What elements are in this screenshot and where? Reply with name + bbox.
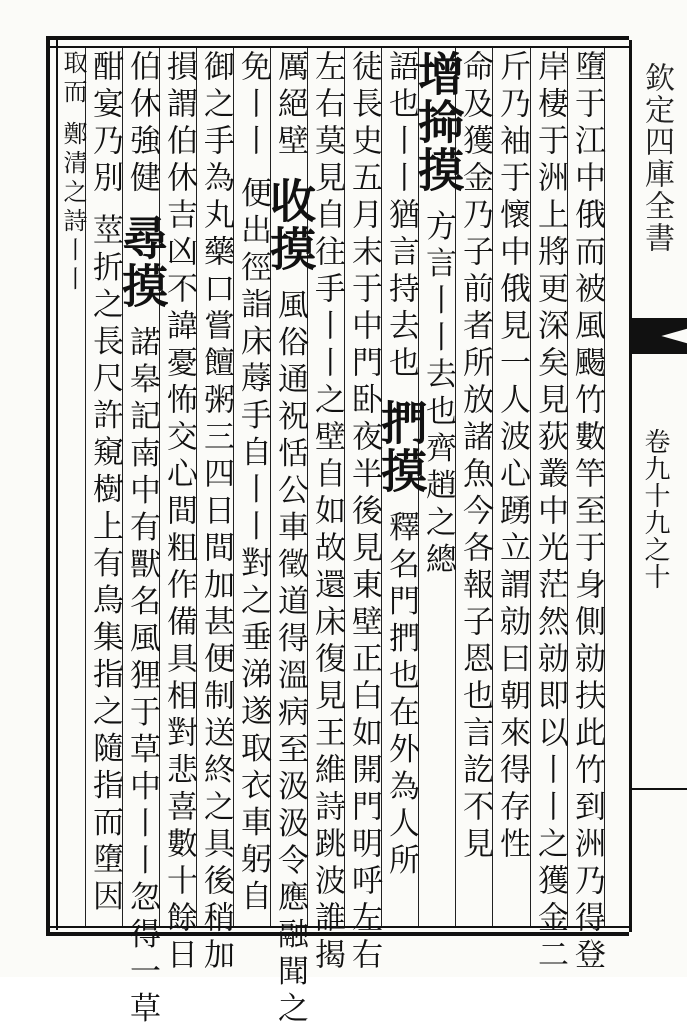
banxin-volume-label: 卷九十九之十: [640, 428, 670, 590]
column-text: 鄭清之詩丨丨: [59, 120, 87, 295]
text-column-11: [196, 50, 236, 975]
column-text: 釋名門捫也在外為人所: [383, 510, 419, 881]
entry-headword: 收摸: [263, 176, 317, 273]
column-text: 御之手為丸藥口嘗饘粥三四日間加甚便制送終之具後稍加: [198, 50, 234, 975]
column-text: 莖折之長尺許窺樹上有鳥集指之隨指而墮因: [87, 213, 123, 917]
column-text: 墮于江中俄而被風颺竹數竿至于身側勍扶此竹到洲乃得登: [569, 50, 605, 975]
fish-tail-mark: [630, 318, 687, 354]
column-text: 厲絕壁: [272, 50, 308, 161]
banxin-border: [629, 40, 632, 932]
text-column-7: [344, 50, 384, 975]
text-column-10: [233, 50, 273, 922]
entry-headword: 尋摸: [115, 213, 169, 310]
column-text: 語也丨丨猶言持去也: [383, 50, 419, 383]
column-text: 左右莫見自往手丨丨之壁自如故還床復見王維詩跳波誰揭: [309, 50, 345, 975]
column-text: 酣宴乃別: [87, 50, 123, 198]
text-column-13: [115, 50, 169, 1029]
entry-headword: 捫摸: [374, 398, 428, 495]
banxin-book-title: 欽定四庫全書: [639, 62, 674, 254]
entry-headword: 增掵摸: [411, 50, 465, 194]
column-text: 取而: [59, 50, 87, 108]
column-text: 命及獲金乃子前者所放諸魚今各報子恩也言訖不見: [457, 50, 493, 864]
column-text: 免丨丨: [235, 50, 271, 161]
text-column-12: [159, 50, 199, 975]
text-column-3: [492, 50, 532, 922]
text-column-15: [60, 50, 85, 922]
banxin-bottom-rule: [630, 788, 687, 790]
column-text: 斤乃袖于懷中俄見一人波心踴立謂勍曰朝來得存性: [494, 50, 530, 864]
column-text: 方言丨丨去也齊趙之總: [420, 209, 456, 580]
column-text: 諾皋記南中有獸名風狸于草中丨丨忽得一草: [124, 325, 160, 1029]
frame-inner-top-rule: [46, 46, 629, 48]
column-text: 岸棲于洲上將更深矣見荻叢中光茫然勍即以丨丨之獲金二: [532, 50, 568, 975]
text-column-16: [48, 50, 60, 922]
column-text: 伯休強健: [124, 50, 160, 198]
text-column-6: [374, 50, 428, 922]
column-text: 徒長史五月末于中門卧夜半後見東壁正白如開門明呼左右: [346, 50, 382, 975]
text-column-2: [530, 50, 570, 975]
text-column-1: [567, 50, 607, 975]
column-text: 便出徑詣床蓐手自丨丨對之垂涕遂取衣車躬自: [235, 176, 271, 917]
text-column-9: [263, 50, 317, 1029]
column-text: 損謂伯休吉凶不諱憂怖交心間粗作備具相對悲喜數十餘日: [161, 50, 197, 975]
text-column-14: [85, 50, 125, 922]
column-text: 風俗通祝恬公車徵道得溫病至汲汲令應融聞之: [272, 288, 308, 1029]
